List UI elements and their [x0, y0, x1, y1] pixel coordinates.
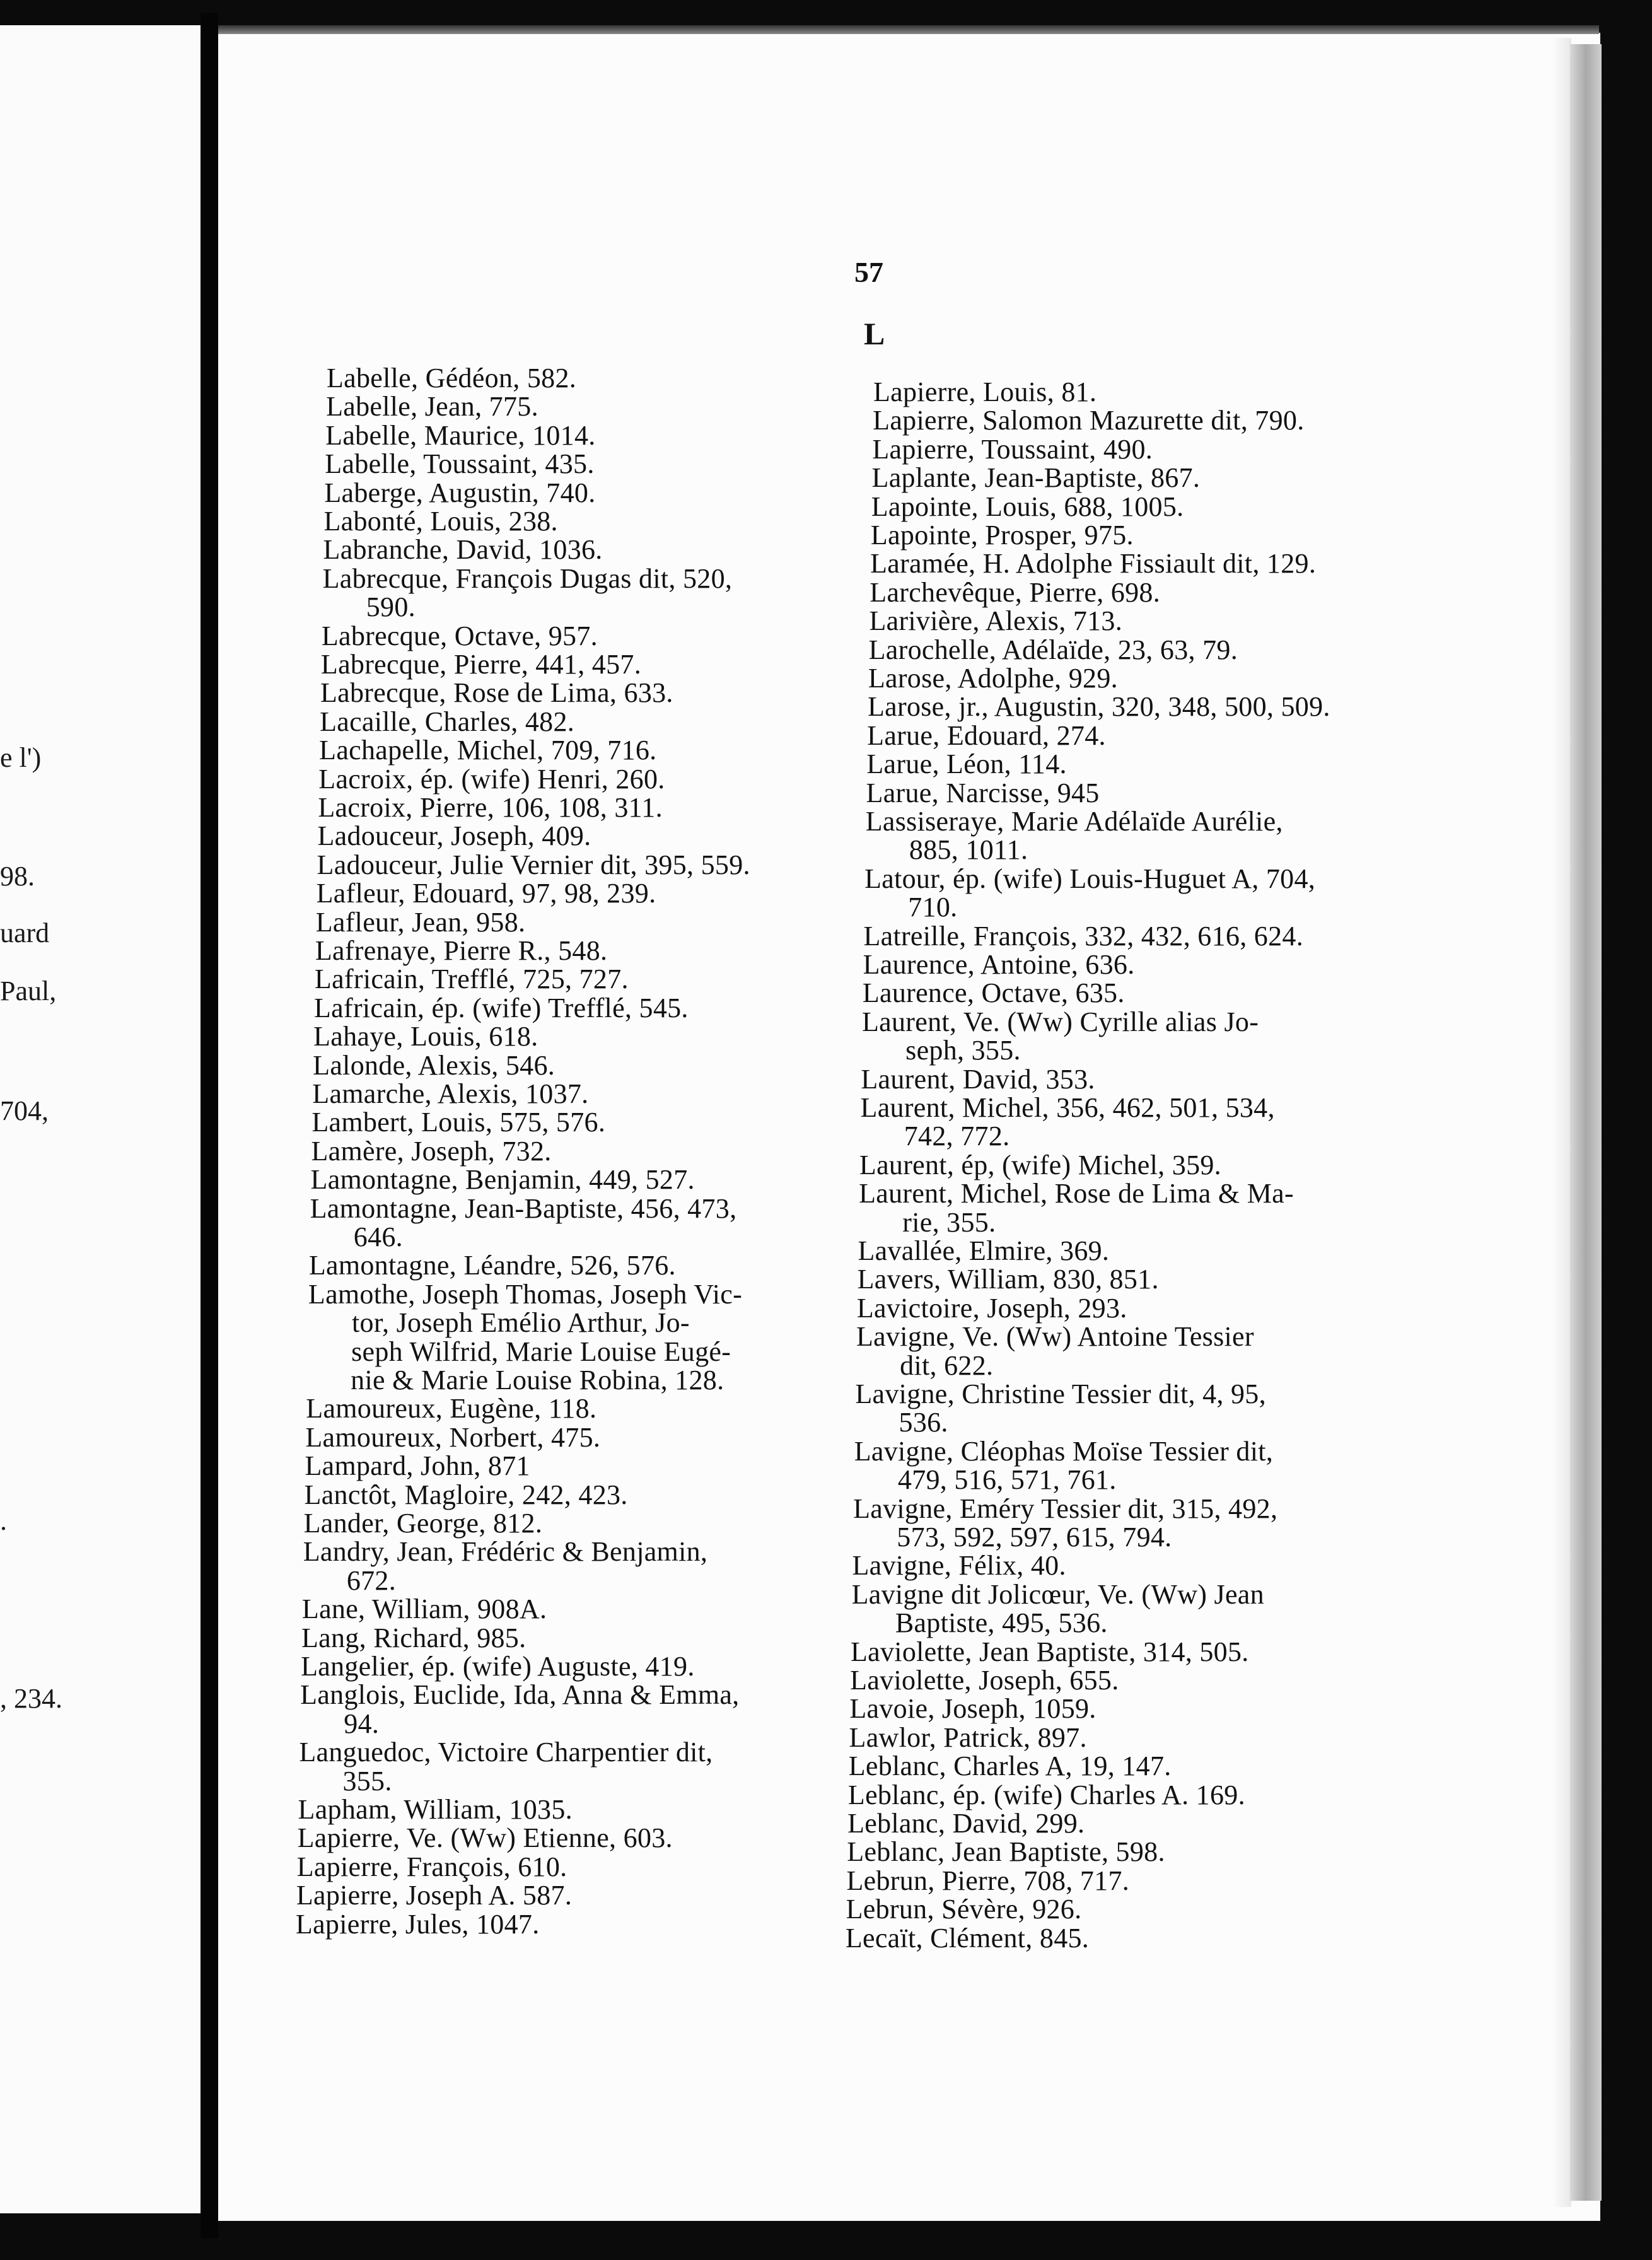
- index-entry: Lacroix, ép. (wife) Henri, 260.: [318, 763, 665, 795]
- index-entry: Laurent, Michel, Rose de Lima & Ma-: [859, 1178, 1294, 1209]
- index-entry-continuation: 590.: [366, 591, 416, 623]
- index-entry: Lapierre, Toussaint, 490.: [872, 433, 1153, 465]
- index-entry: Lambert, Louis, 575, 576.: [311, 1107, 606, 1138]
- index-entry: Lander, George, 812.: [303, 1508, 543, 1539]
- left-fragment: Paul,: [0, 976, 57, 1006]
- index-entry-continuation: 710.: [908, 892, 958, 923]
- index-entry: Lapierre, Jules, 1047.: [295, 1908, 540, 1940]
- index-entry: Ladouceur, Julie Vernier dit, 395, 559.: [317, 849, 750, 880]
- book-spine: [201, 13, 218, 2239]
- index-entry: Larue, Léon, 114.: [866, 748, 1067, 780]
- index-entry-continuation: nie & Marie Louise Robina, 128.: [351, 1365, 724, 1395]
- index-entry: Larivière, Alexis, 713.: [869, 605, 1123, 637]
- left-fragment: 704,: [0, 1095, 49, 1126]
- index-entry: Lavigne, Félix, 40.: [852, 1550, 1066, 1581]
- left-fragment: e l'): [0, 742, 42, 773]
- index-entry: Larose, jr., Augustin, 320, 348, 500, 509.: [868, 691, 1330, 723]
- index-entry-continuation: tor, Joseph Emélio Arthur, Jo-: [352, 1307, 690, 1339]
- index-entry: Labelle, Gédéon, 582.: [327, 363, 577, 393]
- index-entry: Lapham, William, 1035.: [298, 1794, 573, 1825]
- index-entry: Larose, Adolphe, 929.: [868, 663, 1118, 694]
- index-entry: Laurent, Michel, 356, 462, 501, 534,: [860, 1092, 1275, 1123]
- index-entry-continuation: 885, 1011.: [909, 834, 1028, 866]
- index-entry: Lacroix, Pierre, 106, 108, 311.: [318, 792, 663, 823]
- index-entry: Lapointe, Prosper, 975.: [870, 520, 1134, 550]
- index-entry: Lamère, Joseph, 732.: [311, 1135, 552, 1167]
- index-entry: Leblanc, ép. (wife) Charles A. 169.: [847, 1779, 1245, 1810]
- index-entry: Leblanc, Jean Baptiste, 598.: [847, 1836, 1165, 1868]
- index-entry: Lane, William, 908A.: [301, 1593, 547, 1625]
- index-entry: Lafricain, ép. (wife) Trefflé, 545.: [314, 992, 689, 1023]
- index-entry-continuation: seph, 355.: [905, 1035, 1021, 1066]
- index-entry: Lamontagne, Jean-Baptiste, 456, 473,: [310, 1192, 737, 1224]
- index-entry-continuation: dit, 622.: [900, 1349, 994, 1381]
- page-number: 57: [854, 256, 883, 288]
- index-entry: Laurent, Ve. (Ww) Cyrille alias Jo-: [862, 1006, 1259, 1037]
- left-fragment: .: [0, 1505, 7, 1536]
- index-entry: Larue, Edouard, 274.: [867, 719, 1106, 751]
- left-fragment: , 234.: [0, 1683, 62, 1714]
- index-entry: Labrecque, Octave, 957.: [321, 620, 598, 651]
- index-entry: Lamoureux, Eugène, 118.: [306, 1393, 597, 1424]
- index-entry: Larchevêque, Pierre, 698.: [870, 576, 1160, 608]
- left-fragment: 98.: [0, 861, 35, 892]
- index-entry: Labrecque, Rose de Lima, 633.: [320, 677, 673, 709]
- index-entry: Laurence, Octave, 635.: [862, 977, 1125, 1009]
- index-entry: Lecaït, Clément, 845.: [845, 1922, 1090, 1954]
- index-entry: Lassiseraye, Marie Adélaïde Aurélie,: [865, 806, 1283, 837]
- index-entry: Lavigne, Cléophas Moïse Tessier dit,: [854, 1435, 1274, 1467]
- index-entry-continuation: 94.: [344, 1708, 380, 1739]
- index-entry: Laurent, ép, (wife) Michel, 359.: [859, 1149, 1221, 1180]
- index-entry: Labonté, Louis, 238.: [323, 506, 558, 537]
- index-entry: Lapierre, Joseph A. 587.: [296, 1880, 573, 1911]
- index-entry: Lafrenaye, Pierre R., 548.: [315, 935, 608, 966]
- index-entry: Lapierre, François, 610.: [296, 1851, 567, 1882]
- index-entry: Larochelle, Adélaïde, 23, 63, 79.: [868, 634, 1238, 665]
- index-entry: Laurence, Antoine, 636.: [863, 949, 1135, 980]
- index-entry: Laviolette, Joseph, 655.: [850, 1665, 1119, 1696]
- index-entry: Lapointe, Louis, 688, 1005.: [871, 491, 1184, 522]
- index-entry: Lebrun, Sévère, 926.: [846, 1894, 1082, 1925]
- index-entry-continuation: 479, 516, 571, 761.: [897, 1464, 1117, 1496]
- top-edge: [218, 25, 1599, 34]
- index-entry: Latour, ép. (wife) Louis-Huguet A, 704,: [864, 863, 1316, 894]
- index-entry: Laviolette, Jean Baptiste, 314, 505.: [851, 1636, 1249, 1667]
- index-entry: Lavigne, Ve. (Ww) Antoine Tessier: [856, 1321, 1254, 1353]
- index-entry: Laurent, David, 353.: [861, 1063, 1095, 1095]
- index-entry: Leblanc, Charles A, 19, 147.: [848, 1750, 1172, 1782]
- index-entry: Lapierre, Salomon Mazurette dit, 790.: [873, 405, 1305, 436]
- index-entry-continuation: 672.: [346, 1564, 397, 1596]
- index-entry: Lavers, William, 830, 851.: [857, 1264, 1159, 1295]
- index-entry: Leblanc, David, 299.: [847, 1808, 1085, 1839]
- index-entry: Lavallée, Elmire, 369.: [858, 1235, 1110, 1266]
- index-entry: Lang, Richard, 985.: [301, 1622, 526, 1653]
- index-entry: Lamothe, Joseph Thomas, Joseph Vic-: [308, 1278, 743, 1310]
- index-entry: Lafleur, Edouard, 97, 98, 239.: [316, 878, 656, 909]
- index-entry-continuation: 355.: [342, 1765, 392, 1797]
- index-entry: Lavigne, Eméry Tessier dit, 315, 492,: [853, 1493, 1278, 1524]
- index-entry: Lamoureux, Norbert, 475.: [305, 1421, 601, 1453]
- index-entry-continuation: Baptiste, 495, 536.: [895, 1607, 1108, 1639]
- index-entry: Lanctôt, Magloire, 242, 423.: [304, 1479, 628, 1510]
- index-entry: Lampard, John, 871: [305, 1450, 530, 1482]
- left-fragment: uard: [0, 917, 50, 948]
- index-entry: Laramée, H. Adolphe Fissiault dit, 129.: [870, 548, 1317, 580]
- index-entry-continuation: 536.: [899, 1407, 948, 1438]
- index-entry: Lahaye, Louis, 618.: [313, 1021, 538, 1052]
- index-entry: Ladouceur, Joseph, 409.: [317, 820, 591, 852]
- index-entry-continuation: 742, 772.: [904, 1121, 1010, 1152]
- index-entry: Lavoie, Joseph, 1059.: [849, 1693, 1096, 1725]
- index-entry-continuation: rie, 355.: [902, 1206, 996, 1238]
- index-entry: Langlois, Euclide, Ida, Anna & Emma,: [300, 1679, 740, 1711]
- index-entry: Lamarche, Alexis, 1037.: [312, 1078, 589, 1109]
- index-entry: Lavictoire, Joseph, 293.: [856, 1292, 1127, 1324]
- index-entry: Laplante, Jean-Baptiste, 867.: [871, 462, 1201, 494]
- index-entry: Lamontagne, Léandre, 526, 576.: [308, 1250, 676, 1281]
- index-entry: Lawlor, Patrick, 897.: [849, 1721, 1087, 1753]
- index-entry: Landry, Jean, Frédéric & Benjamin,: [303, 1536, 708, 1568]
- index-entry: Lafleur, Jean, 958.: [315, 906, 526, 938]
- index-entry: Labelle, Maurice, 1014.: [325, 419, 596, 451]
- index-entry: Lebrun, Pierre, 708, 717.: [846, 1865, 1130, 1896]
- index-entry: Labelle, Toussaint, 435.: [325, 448, 595, 480]
- index-entry: Languedoc, Victoire Charpentier dit,: [299, 1737, 713, 1768]
- index-entry: Larue, Narcisse, 945: [866, 777, 1100, 808]
- index-entry-continuation: 573, 592, 597, 615, 794.: [897, 1522, 1172, 1552]
- index-entry: Lavigne dit Jolicœur, Ve. (Ww) Jean: [851, 1578, 1264, 1610]
- index-entry: Lalonde, Alexis, 546.: [313, 1049, 556, 1081]
- index-entry: Latreille, François, 332, 432, 616, 624.: [863, 920, 1303, 952]
- index-entry: Labelle, Jean, 775.: [326, 391, 538, 422]
- index-entry: Lavigne, Christine Tessier dit, 4, 95,: [855, 1378, 1266, 1409]
- index-entry: Labrecque, Pierre, 441, 457.: [320, 649, 642, 680]
- index-entry: Labrecque, François Dugas dit, 520,: [322, 562, 733, 594]
- page-edge: [1552, 38, 1571, 2207]
- index-entry: Langelier, ép. (wife) Auguste, 419.: [301, 1651, 695, 1682]
- index-entry-continuation: 646.: [353, 1221, 403, 1252]
- index-entry: Lachapelle, Michel, 709, 716.: [319, 735, 657, 766]
- index-entry: Lafricain, Trefflé, 725, 727.: [314, 964, 629, 995]
- index-entry: Lapierre, Ve. (Ww) Etienne, 603.: [297, 1822, 673, 1854]
- index-entry: Lapierre, Louis, 81.: [873, 376, 1097, 407]
- index-entry: Labranche, David, 1036.: [323, 534, 603, 566]
- page-edge-shadow: [1570, 44, 1602, 2201]
- index-entry: Lacaille, Charles, 482.: [320, 706, 575, 737]
- index-entry: Lamontagne, Benjamin, 449, 527.: [310, 1164, 695, 1196]
- section-letter: L: [864, 316, 885, 351]
- index-entry: Laberge, Augustin, 740.: [324, 477, 596, 508]
- index-entry-continuation: seph Wilfrid, Marie Louise Eugé-: [351, 1336, 731, 1367]
